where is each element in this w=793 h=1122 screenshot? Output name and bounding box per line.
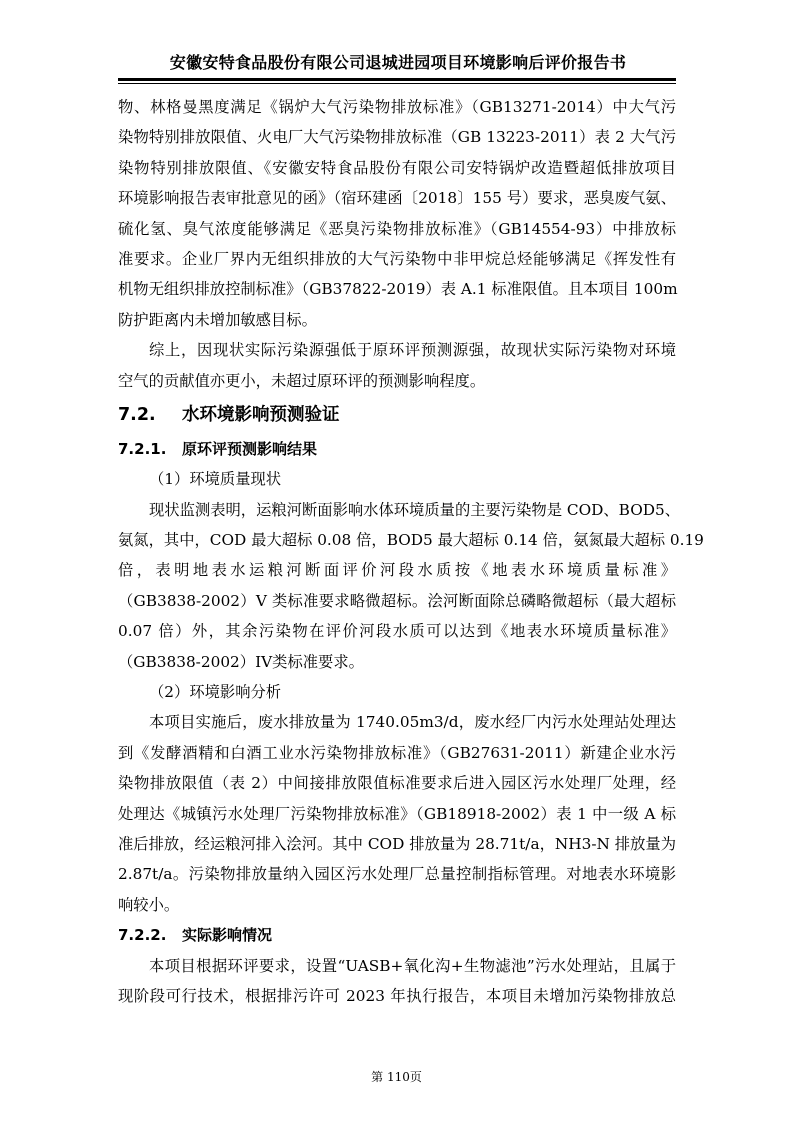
section-title: 水环境影响预测验证 [182,404,340,425]
text-line: 响较小。 [118,895,180,914]
text-line: 处理达《城镇污水处理厂污染物排放标准》（GB18918-2002）表 1 中一级 A 标 [118,804,676,823]
paragraph-wastewater-impact [118,707,676,920]
text-line: （GB3838-2002）V 类标准要求略微超标。浍河断面除总磷略微超标（最大超标 [118,591,676,610]
text-line: 准要求。企业厂界内无组织排放的大气污染物中非甲烷总烃能够满足《挥发性有 [118,249,676,268]
document-body [118,92,704,1011]
text-line: 空气的贡献值亦更小，未超过原环评的预测影响程度。 [118,371,486,390]
section-heading-7-2 [118,396,676,434]
subsection-title: 原环评预测影响结果 [182,439,318,458]
list-item-impact-analysis: （2）环境影响分析 [149,683,282,702]
text-line: 染物特别排放限值、《安徽安特食品股份有限公司安特锅炉改造暨超低排放项目 [118,158,676,177]
text-line: 到《发酵酒精和白酒工业水污染物排放标准》（GB27631-2011）新建企业水污 [118,743,676,762]
text-line: 现状监测表明，运粮河断面影响水体环境质量的主要污染物是 COD、BOD5、 [149,500,681,519]
paragraph-actual-impact [118,951,676,1012]
text-line: 硫化氢、臭气浓度能够满足《恶臭污染物排放标准》（GB14554-93）中排放标 [118,219,676,238]
page-header-title: 安徽安特食品股份有限公司退城进园项目环境影响后评价报告书 [169,53,627,72]
text-line: 机物无组织排放控制标准》（GB37822-2019）表 A.1 标准限值。且本项目 100m [118,280,678,299]
text-line: 染物特别排放限值、火电厂大气污染物排放标准（GB 13223-2011）表 2 大气污 [118,128,676,147]
subsection-heading-7-2-2 [118,920,676,950]
text-line: （GB3838-2002）IV类标准要求。 [118,652,364,671]
header-rule-thin [118,83,676,84]
text-line: 氨氮，其中，COD 最大超标 0.08 倍，BOD5 最大超标 0.14 倍，氨氮最大超标 0.19 [118,531,704,550]
paragraph-air-standards [118,92,676,335]
text-line: 环境影响报告表审批意见的函》（宿环建函〔2018〕155 号）要求，恶臭废气氨、 [118,189,676,208]
text-line: 2.87t/a。污染物排放量纳入园区污水处理厂总量控制指标管理。对地表水环境影 [118,865,676,884]
section-number: 7.2. [118,404,156,425]
subsection-number: 7.2.1. [118,439,167,458]
subsection-title: 实际影响情况 [182,926,273,945]
header-rule-thick [118,78,676,81]
paragraph-monitoring-results [118,495,704,677]
text-line: 综上，因现状实际污染源强低于原环评预测源强，故现状实际污染物对环境 [149,341,676,360]
text-line: 准后排放，经运粮河排入浍河。其中 COD 排放量为 28.71t/a，NH3-N 排放量为 [118,834,676,853]
text-line: 物、林格曼黑度满足《锅炉大气污染物排放标准》（GB13271-2014）中大气污 [118,98,676,116]
subsection-heading-7-2-1 [118,434,676,464]
text-line: 倍，表明地表水运粮河断面评价河段水质按《地表水环境质量标准》 [118,561,676,580]
text-line: 防护距离内未增加敏感目标。 [118,310,317,329]
list-item-environment-quality: （1）环境质量现状 [149,470,282,489]
text-line: 染物排放限值（表 2）中间接排放限值标准要求后进入园区污水处理厂处理，经 [118,774,676,793]
text-line: 本项目实施后，废水排放量为 1740.05m3/d，废水经厂内污水处理站处理达 [149,713,676,732]
subsection-number: 7.2.2. [118,926,167,945]
page-number: 第 110页 [371,1070,422,1084]
text-line: 现阶段可行技术，根据排污许可 2023 年执行报告，本项目未增加污染物排放总 [118,986,676,1005]
paragraph-air-conclusion [118,335,676,396]
text-line: 0.07 倍）外，其余污染物在评价河段水质可以达到《地表水环境质量标准》 [118,622,676,641]
text-line: 本项目根据环评要求，设置“UASB+氧化沟+生物滤池”污水处理站，且属于 [149,956,676,975]
